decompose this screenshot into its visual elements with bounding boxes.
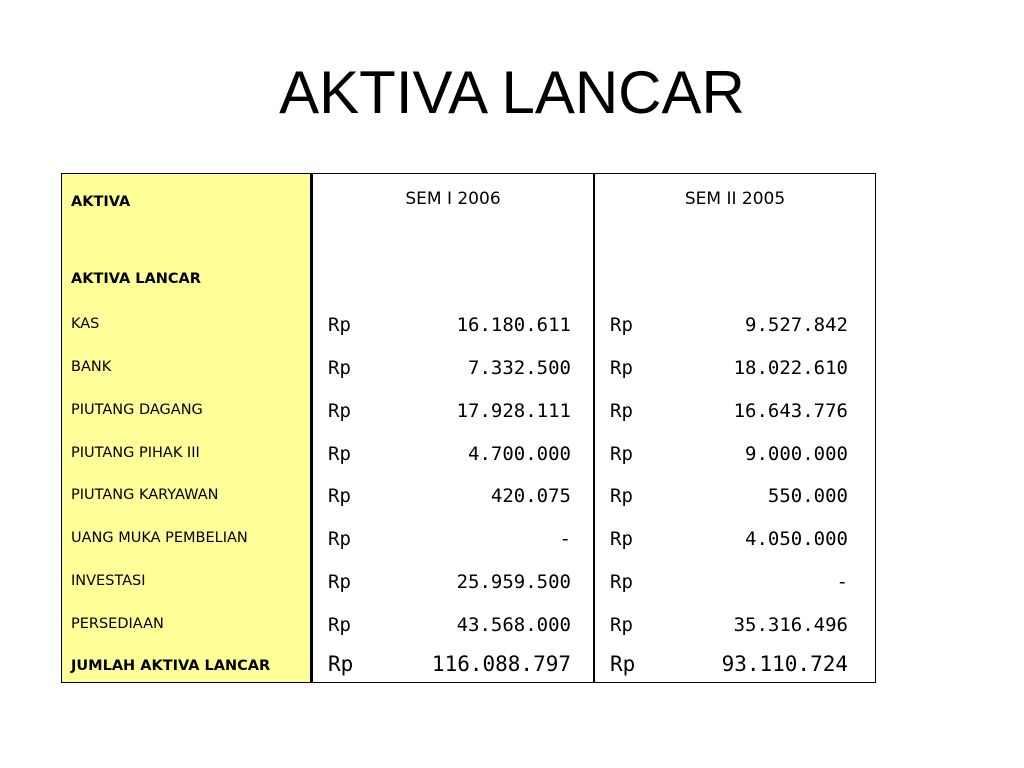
row-label: PIUTANG KARYAWAN xyxy=(71,487,219,503)
row-label: PIUTANG PIHAK III xyxy=(71,445,200,461)
amount-value: 4.700.000 xyxy=(468,443,571,465)
page-title: AKTIVA LANCAR xyxy=(279,59,745,126)
amount-value: 7.332.500 xyxy=(468,357,571,379)
amount-value: 4.050.000 xyxy=(745,528,848,550)
currency-label: Rp xyxy=(610,528,633,550)
amount-value: 550.000 xyxy=(767,485,848,507)
amount-value: 9.000.000 xyxy=(745,443,848,465)
amount-value: - xyxy=(836,571,848,593)
amount-value: 17.928.111 xyxy=(456,400,571,422)
row-label: UANG MUKA PEMBELIAN xyxy=(71,530,248,546)
amount-value: - xyxy=(559,528,571,550)
currency-label: Rp xyxy=(610,614,633,636)
amount-value: 93.110.724 xyxy=(721,652,848,676)
amount-value: 420.075 xyxy=(490,485,571,507)
col-header-sem2-2005: SEM II 2005 xyxy=(684,189,786,209)
currency-label: Rp xyxy=(610,314,633,336)
row-label: BANK xyxy=(71,359,112,375)
currency-label: Rp xyxy=(610,571,633,593)
amount-value: 35.316.496 xyxy=(733,614,848,636)
currency-label: Rp xyxy=(328,357,351,379)
total-label: JUMLAH AKTIVA LANCAR xyxy=(71,658,271,674)
amount-value: 43.568.000 xyxy=(456,614,571,636)
currency-label: Rp xyxy=(328,571,351,593)
currency-label: Rp xyxy=(328,614,351,636)
col-header-sem1-2006: SEM I 2006 xyxy=(405,189,501,209)
row-label: INVESTASI xyxy=(71,573,146,589)
currency-label: Rp xyxy=(610,485,633,507)
column-separator xyxy=(593,174,595,682)
currency-label: Rp xyxy=(610,652,636,676)
row-label: PERSEDIAAN xyxy=(71,616,164,632)
amount-value: 18.022.610 xyxy=(733,357,848,379)
label-column xyxy=(62,174,313,682)
amount-value: 16.180.611 xyxy=(456,314,571,336)
row-label: KAS xyxy=(71,316,100,332)
currency-label: Rp xyxy=(328,400,351,422)
currency-label: Rp xyxy=(328,528,351,550)
currency-label: Rp xyxy=(328,652,354,676)
amount-value: 25.959.500 xyxy=(456,571,571,593)
aktiva-table xyxy=(61,173,876,683)
currency-label: Rp xyxy=(328,443,351,465)
currency-label: Rp xyxy=(328,314,351,336)
amount-value: 116.088.797 xyxy=(431,652,571,676)
amount-value: 9.527.842 xyxy=(745,314,848,336)
currency-label: Rp xyxy=(610,400,633,422)
currency-label: Rp xyxy=(610,443,633,465)
header-aktiva-label: AKTIVA xyxy=(71,194,131,210)
row-label: PIUTANG DAGANG xyxy=(71,402,203,418)
currency-label: Rp xyxy=(328,485,351,507)
currency-label: Rp xyxy=(610,357,633,379)
section-label: AKTIVA LANCAR xyxy=(71,271,201,287)
amount-value: 16.643.776 xyxy=(733,400,848,422)
